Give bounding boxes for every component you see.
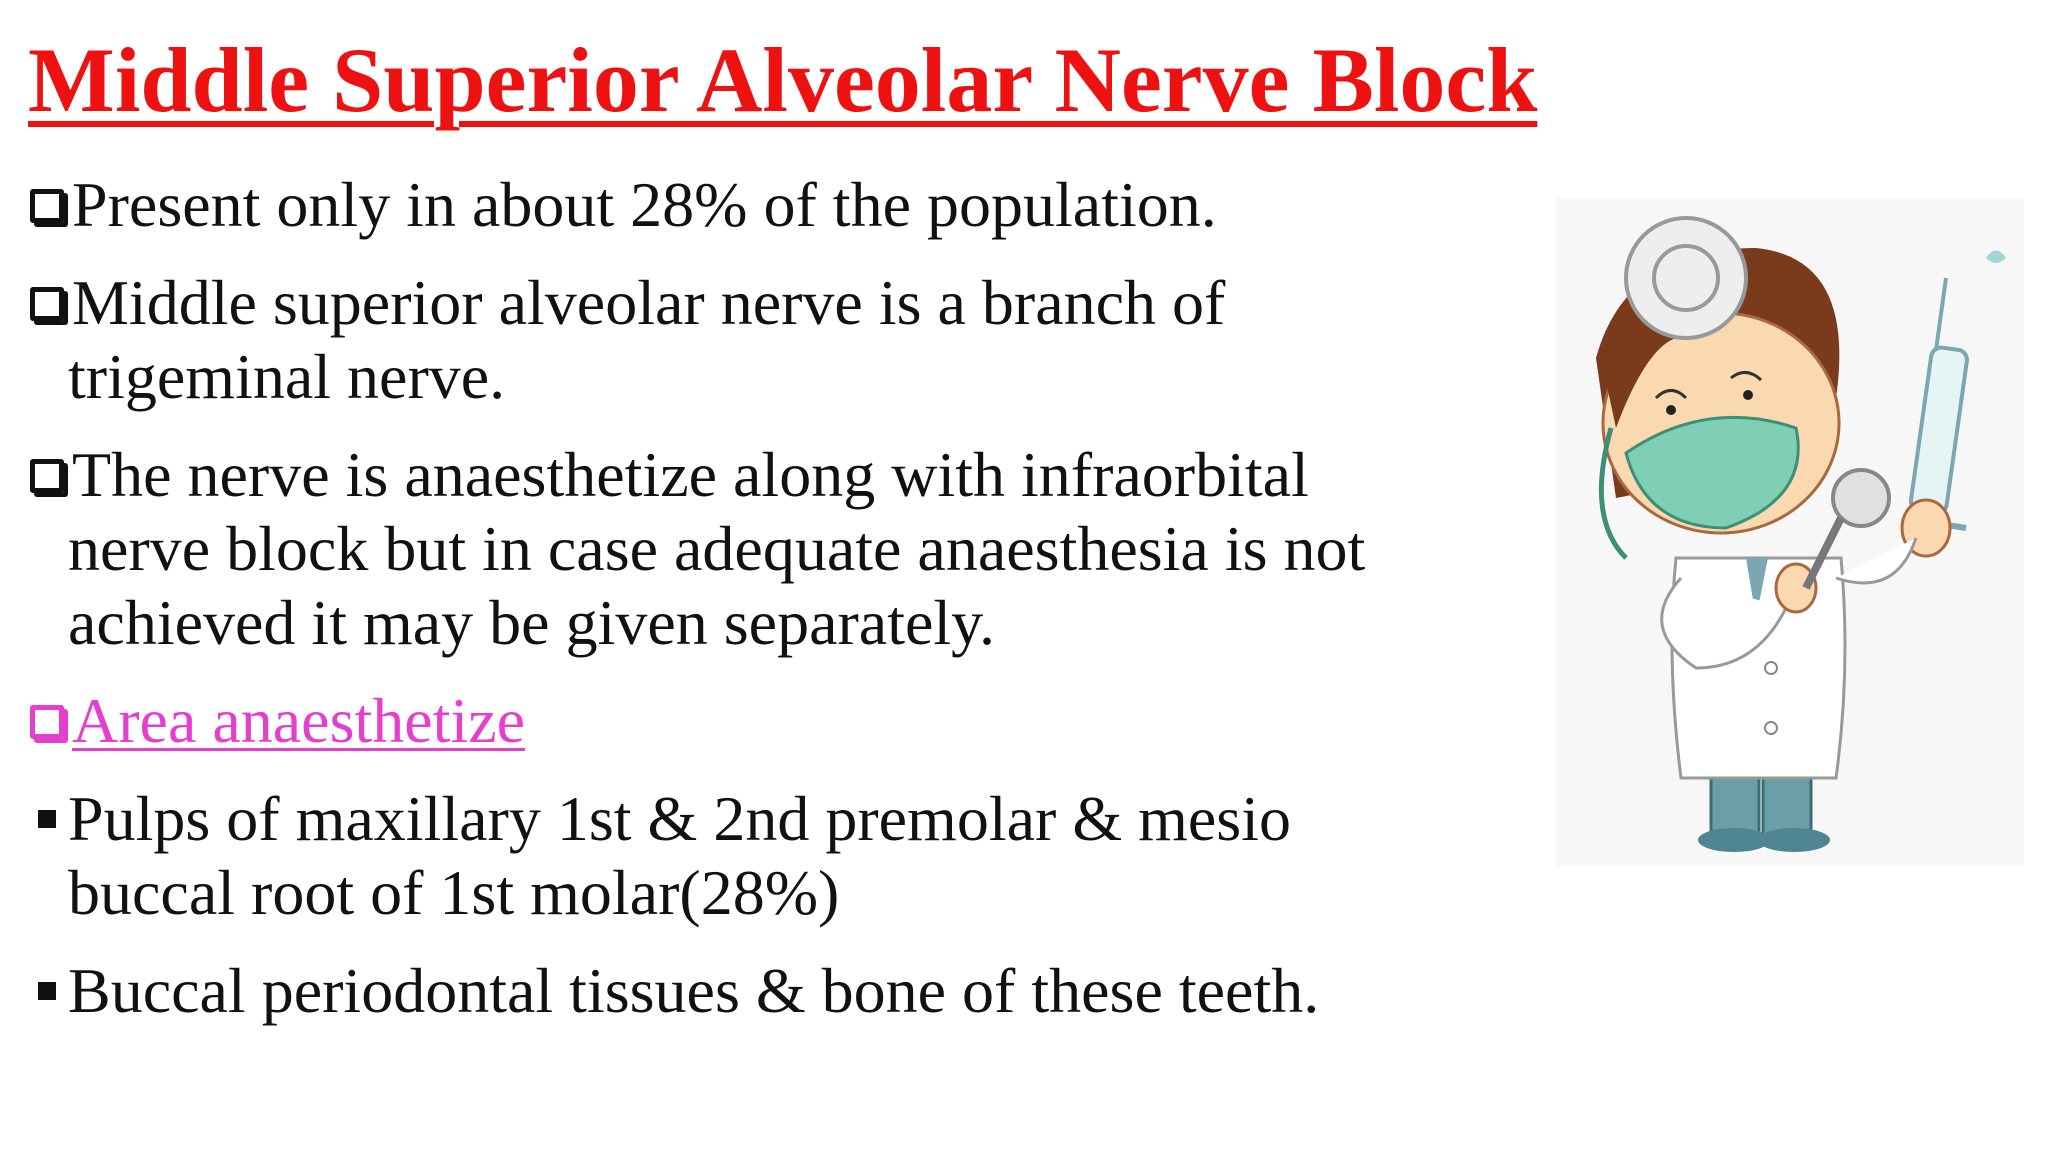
bullet-text: Middle superior alveolar nerve is a branch of	[72, 267, 1226, 338]
bullet-text: The nerve is anaesthetize along with infraorbital	[72, 439, 1309, 510]
bullet-list	[30, 168, 1550, 1028]
bullet-text-continued: nerve block but in case adequate anaesthesia is not	[68, 513, 1366, 584]
bullet-text: Pulps of maxillary 1st & 2nd premolar & mesio	[68, 783, 1291, 854]
bullet-text: Present only in about 28% of the population.	[72, 169, 1217, 240]
subheading-text: Area anaesthetize	[72, 685, 526, 756]
square-bullet-icon	[38, 982, 56, 1000]
checkbox-bullet-icon	[30, 685, 72, 756]
checkbox-bullet-icon	[30, 169, 72, 240]
bullet-text-continued: achieved it may be given separately.	[68, 587, 995, 658]
dentist-illustration	[1556, 198, 2024, 866]
bullet-text: Buccal periodontal tissues & bone of these teeth.	[68, 955, 1320, 1026]
square-bullet-icon	[38, 810, 56, 828]
checkbox-bullet-icon	[30, 439, 72, 510]
bullet-item	[30, 168, 1550, 242]
bullet-item-subheading	[30, 684, 1550, 758]
bullet-item	[30, 954, 1550, 1028]
slide-title: Middle Superior Alveolar Nerve Block	[28, 29, 1538, 131]
bullet-item	[30, 782, 1550, 930]
checkbox-bullet-icon	[30, 267, 72, 338]
bullet-item	[30, 266, 1550, 414]
bullet-text-continued: buccal root of 1st molar(28%)	[68, 857, 840, 928]
bullet-text-continued: trigeminal nerve.	[68, 341, 506, 412]
bullet-item	[30, 438, 1550, 660]
